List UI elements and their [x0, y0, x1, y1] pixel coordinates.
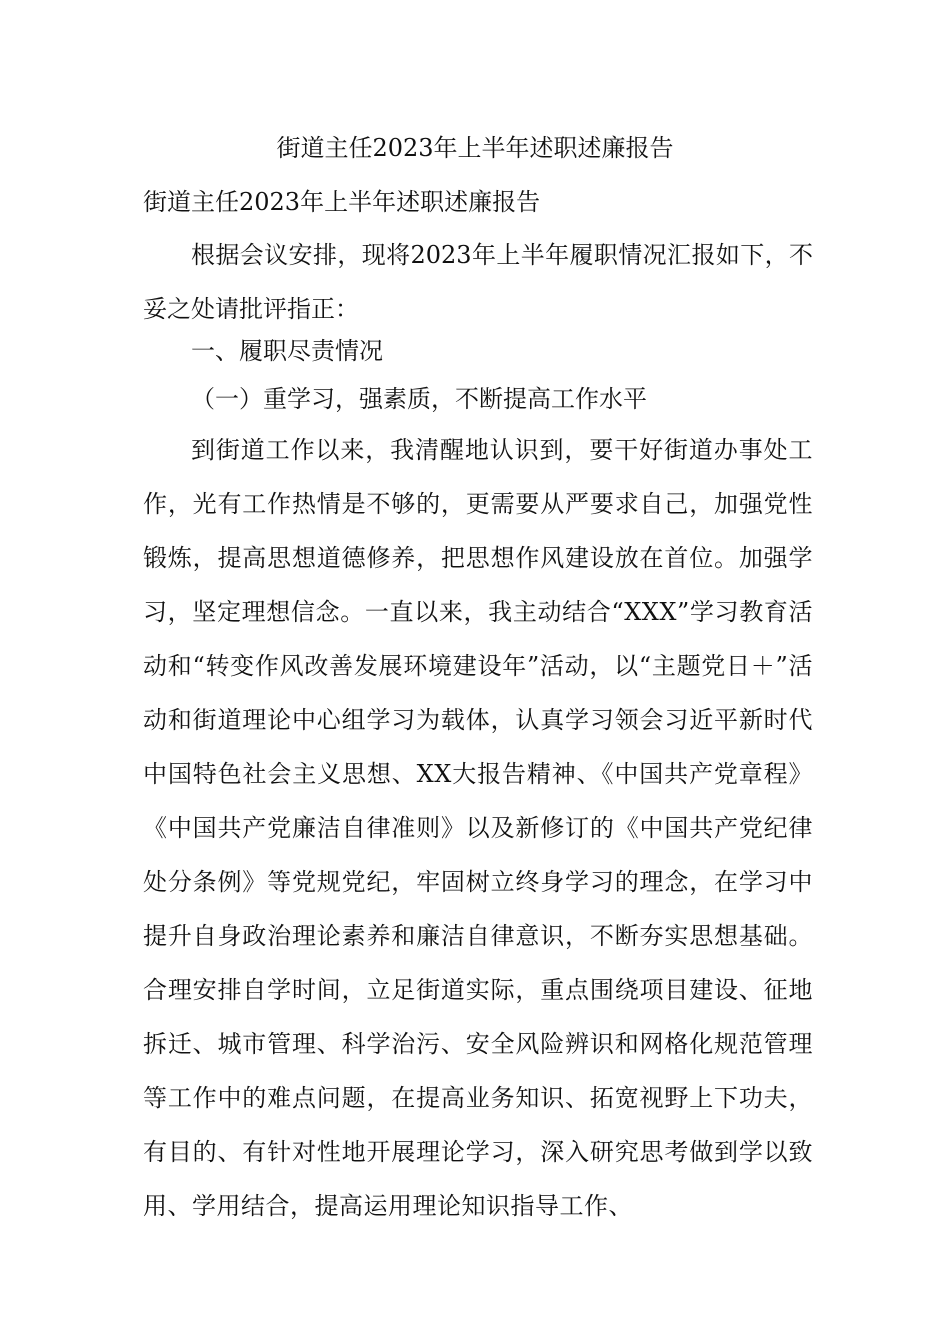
section-heading: 一、履职尽责情况: [191, 337, 383, 365]
subsection-heading: （一）重学习，强素质，不断提高工作水平: [191, 385, 647, 413]
document-subtitle: 街道主任2023年上半年述职述廉报告: [143, 188, 541, 216]
body-paragraph: 到街道工作以来，我清醒地认识到，要干好街道办事处工作，光有工作热情是不够的，更需要从严要求自己，加强党性锻炼，提高思想道德修养，把思想作风建设放在首位。加强学习，坚定理想信念。一直以来，我主动结合“XXX”学习教育活动和“转变作风改善发展环境建设年”活动，以“主题党日＋”活动和街道理论中心组学习为载体，认真学习领会习近平新时代中国特色社会主义思想、XX大报告精神、《中国共产党章程》《中国共产党廉洁自律准则》以及新修订的《中国共产党纪律处分条例》等党规党纪，牢固树立终身学习的理念，在学习中提升自身政治理论素养和廉洁自律意识，不断夯实思想基础。合理安排自学时间，立足街道实际，重点围绕项目建设、征地拆迁、城市管理、科学治污、安全风险辨识和网格化规范管理等工作中的难点问题，在提高业务知识、拓宽视野上下功夫，有目的、有针对性地开展理论学习，深入研究思考做到学以致用、学用结合，提高运用理论知识指导工作、: [143, 436, 813, 1220]
document-title: 街道主任2023年上半年述职述廉报告: [276, 134, 674, 162]
intro-paragraph: 根据会议安排，现将2023年上半年履职情况汇报如下，不妥之处请批评指正：: [143, 241, 813, 323]
